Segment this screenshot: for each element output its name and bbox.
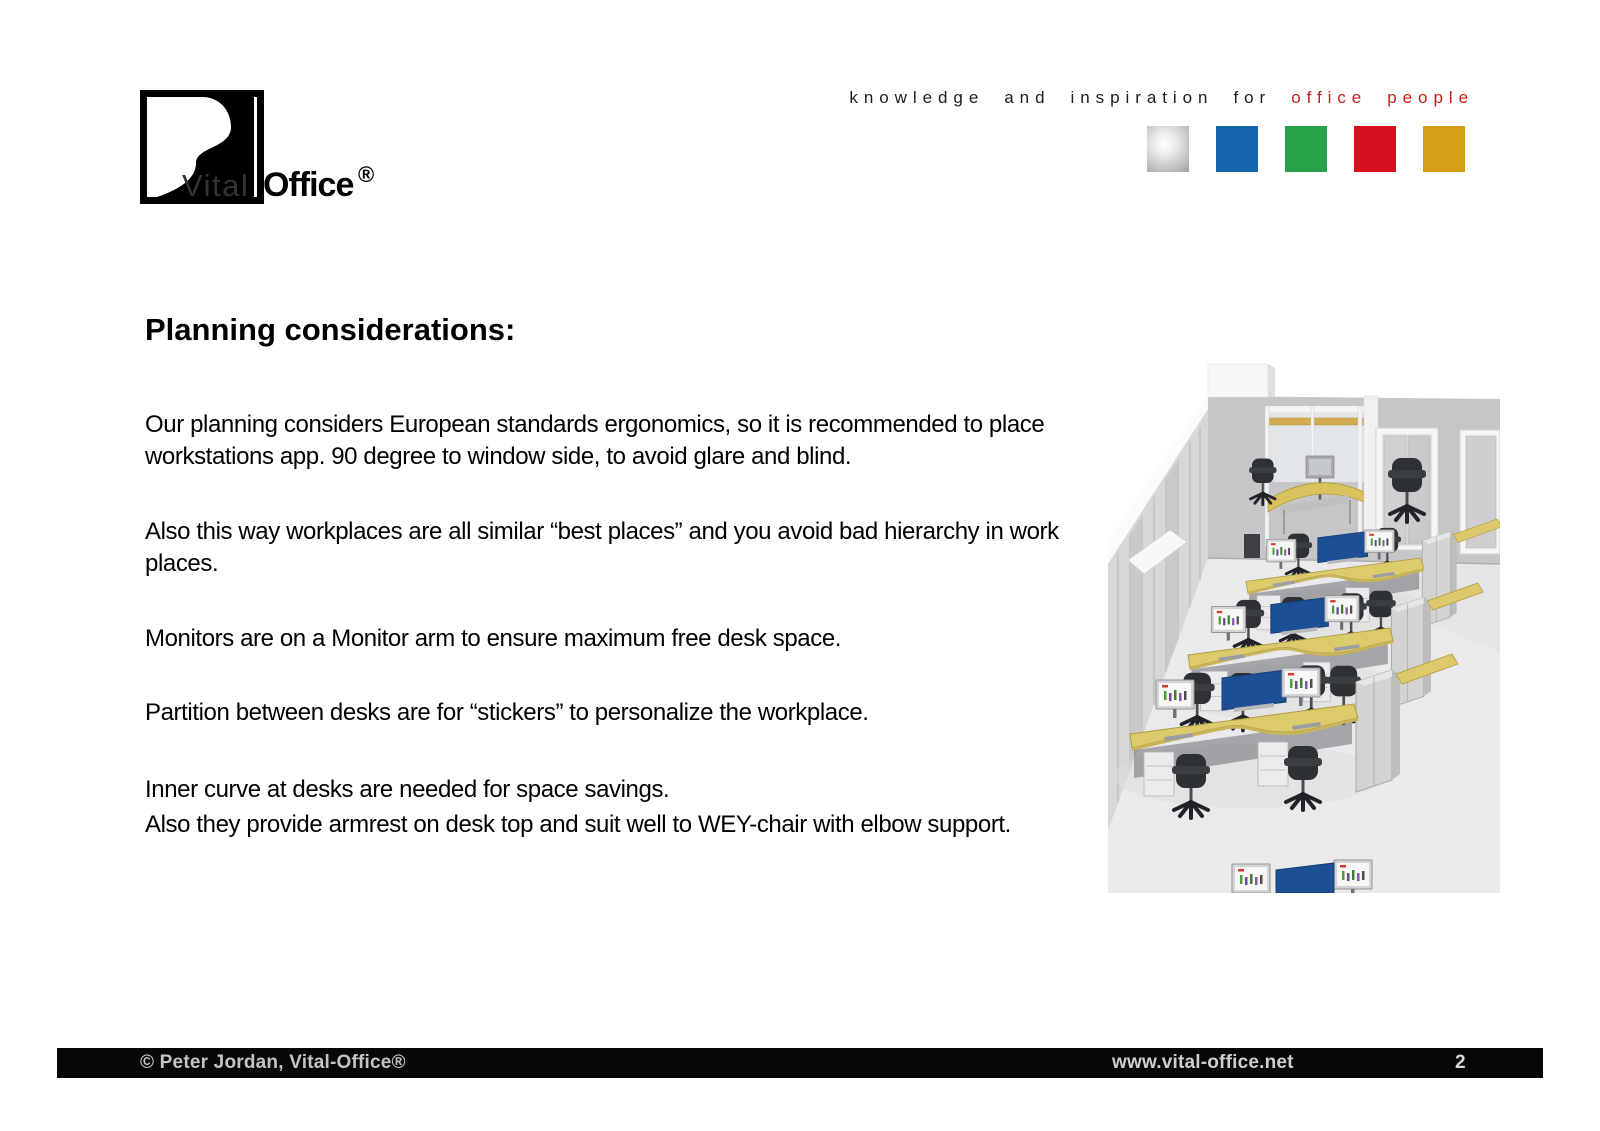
footer-page-number: 2 bbox=[1455, 1052, 1466, 1073]
footer-copyright: © Peter Jordan, Vital-Office® bbox=[140, 1052, 406, 1073]
paragraph-ergonomics: Our planning considers European standards ergonomics, so it is recommended to place workstations app. 90 degree to window side, to avoid glare and blind. bbox=[145, 411, 1045, 470]
paragraph-partition: Partition between desks are for “stickers” to personalize the workplace. bbox=[145, 699, 869, 726]
tagline-red: office people bbox=[1291, 88, 1474, 107]
footer-bar bbox=[57, 1048, 1543, 1078]
color-square-red bbox=[1354, 126, 1396, 172]
paragraph-inner-curve: Inner curve at desks are needed for space savings. bbox=[145, 776, 670, 803]
vital-office-logo bbox=[140, 90, 390, 208]
page-title: Planning considerations: bbox=[145, 311, 516, 347]
logo-office-text: Office bbox=[263, 166, 354, 204]
paragraph-armrest: Also they provide armrest on desk top and suit well to WEY-chair with elbow support. bbox=[145, 811, 1011, 838]
footer-website-link[interactable]: www.vital-office.net bbox=[1112, 1052, 1294, 1073]
office-illustration bbox=[1108, 352, 1500, 893]
paragraph-best-places: Also this way workplaces are all similar “best places” and you avoid bad hierarchy in work places. bbox=[145, 518, 1059, 577]
color-square-blue bbox=[1216, 126, 1258, 172]
logo-registered-mark: ® bbox=[358, 162, 375, 187]
logo-vital-text: Vital bbox=[182, 168, 250, 203]
color-square-green bbox=[1285, 126, 1327, 172]
color-square-gold bbox=[1423, 126, 1465, 172]
color-square-silver bbox=[1147, 126, 1189, 172]
tagline-black: knowledge and inspiration for bbox=[849, 88, 1272, 107]
paragraph-monitors: Monitors are on a Monitor arm to ensure maximum free desk space. bbox=[145, 625, 842, 652]
tagline bbox=[849, 88, 1474, 108]
brand-color-squares bbox=[1147, 126, 1465, 172]
